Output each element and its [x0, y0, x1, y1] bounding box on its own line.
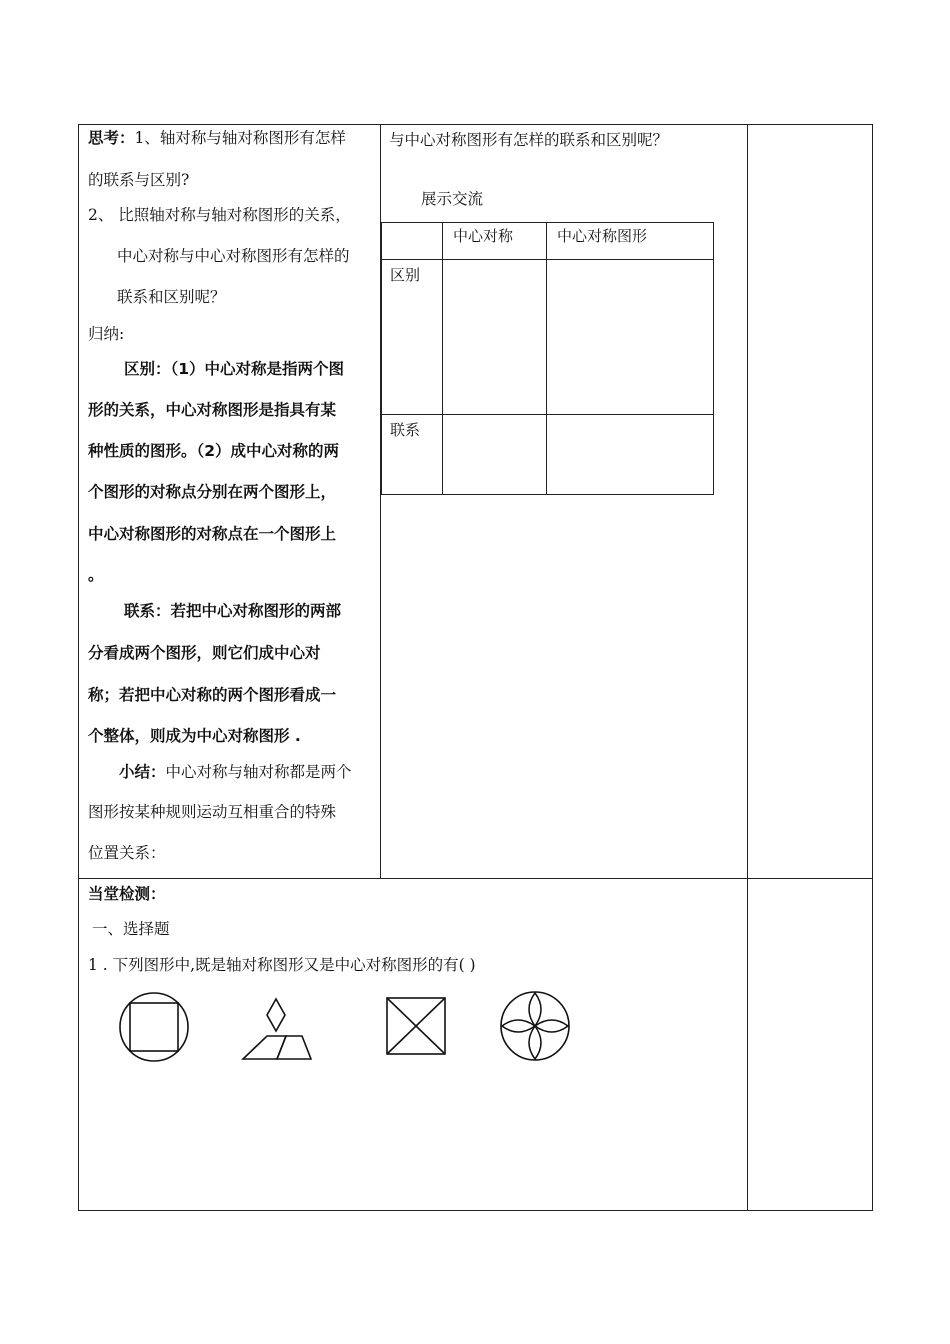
summary-line-3: 位置关系：	[88, 844, 166, 862]
q2-line-1: 2、 比照轴对称与轴对称图形的关系，	[88, 206, 351, 224]
table-top-border	[78, 124, 873, 125]
square-with-diagonals-figure	[385, 996, 447, 1056]
col-divider-2	[747, 124, 748, 1211]
table-mid-border	[78, 878, 873, 879]
think-label: 思考：	[88, 129, 135, 147]
think-q1-b: 的联系与区别?	[88, 171, 190, 189]
summary-line-1	[119, 762, 352, 782]
question-1: 1 . 下列图形中,既是轴对称图形又是中心对称图形的有( )	[88, 956, 476, 974]
header-central-symmetry: 中心对称	[453, 227, 514, 245]
table-bottom-border	[78, 1210, 873, 1211]
summary-label: 小结：	[119, 763, 166, 781]
link-line-3: 称；若把中心对称的两个图形看成一	[88, 686, 337, 704]
link-line-2: 分看成两个图形，则它们成中心对	[88, 644, 321, 662]
q2-line-3: 联系和区别呢？	[117, 288, 226, 306]
induce-label: 归纳:	[88, 325, 125, 343]
header-central-symmetric-figure: 中心对称图形	[557, 227, 648, 245]
diff-line-3: 种性质的图形。（2）成中心对称的两	[88, 442, 340, 460]
three-rhombus-figure	[238, 996, 316, 1064]
think-q1-a: 1、轴对称与轴对称图形有怎样	[134, 129, 346, 147]
row-label-connection: 联系	[390, 421, 421, 439]
table-right-border	[872, 124, 873, 1211]
summary-text-1: 中心对称与轴对称都是两个	[165, 763, 352, 781]
diff-line-5: 中心对称图形的对称点在一个图形上	[88, 525, 337, 543]
summary-line-2: 图形按某种规则运动互相重合的特殊	[88, 803, 337, 821]
table-left-border	[78, 124, 79, 1211]
think-line-1	[88, 128, 346, 148]
test-title: 当堂检测：	[88, 885, 166, 903]
circle-with-petals-figure	[499, 990, 571, 1062]
diff-line-4: 个图形的对称点分别在两个图形上，	[88, 483, 337, 501]
comparison-table	[381, 222, 714, 495]
link-line-1: 联系：若把中心对称图形的两部	[124, 602, 342, 620]
diff-line-2: 形的关系，中心对称图形是指具有某	[88, 401, 337, 419]
diff-line-1: 区别：（1）中心对称是指两个图	[124, 360, 345, 378]
row-label-difference: 区别	[390, 266, 421, 284]
diff-line-6: 。	[88, 566, 104, 584]
q2-line-2: 中心对称与中心对称图形有怎样的	[117, 247, 350, 265]
section-choice: 一、选择题	[92, 920, 170, 938]
link-line-4: 个整体，则成为中心对称图形 .	[88, 727, 301, 745]
circle-with-square-figure	[117, 990, 191, 1064]
mid-question-line: 与中心对称图形有怎样的联系和区别呢？	[389, 131, 669, 149]
show-exchange-label: 展示交流	[421, 190, 484, 208]
